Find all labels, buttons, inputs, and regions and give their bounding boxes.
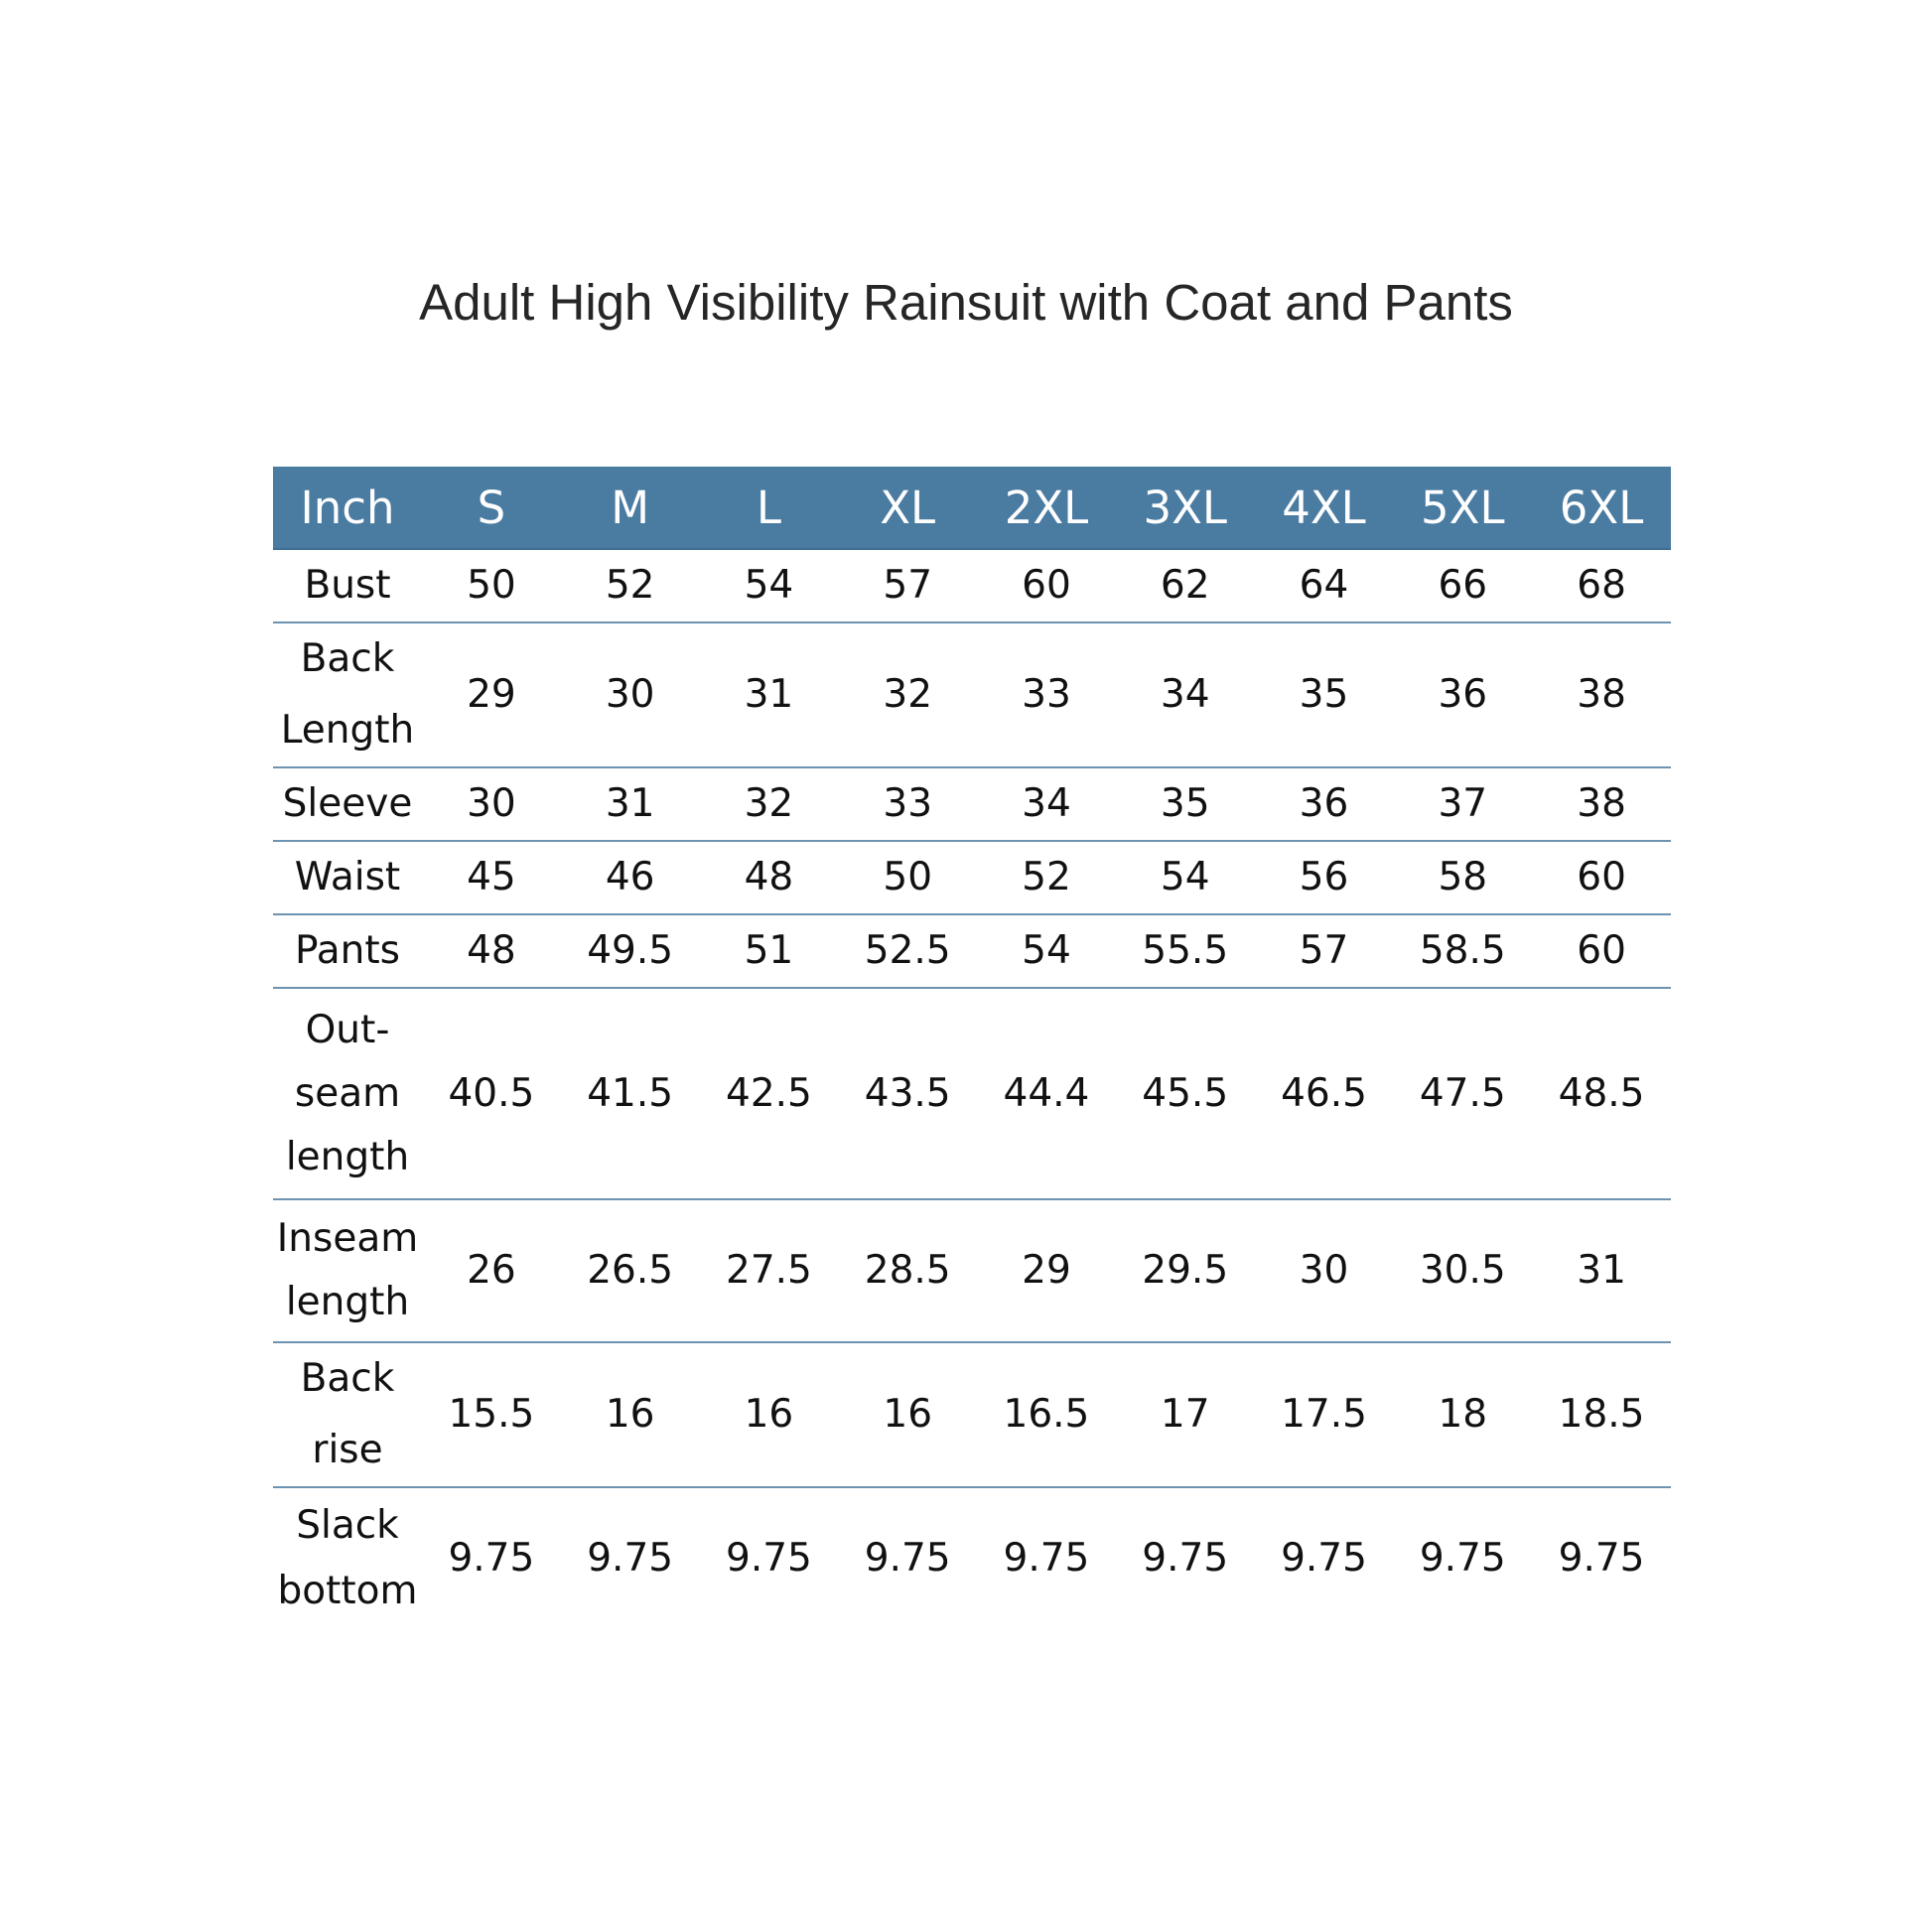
table-cell: 26 bbox=[422, 1199, 561, 1342]
table-cell: 45 bbox=[422, 841, 561, 914]
table-cell: 49.5 bbox=[561, 914, 700, 988]
table-cell: 37 bbox=[1393, 767, 1532, 841]
table-cell: 31 bbox=[1532, 1199, 1671, 1342]
table-cell: 47.5 bbox=[1393, 988, 1532, 1199]
table-cell: 18.5 bbox=[1532, 1342, 1671, 1487]
table-row bbox=[273, 549, 1671, 622]
table-cell: 66 bbox=[1393, 549, 1532, 622]
row-label: Slack bottom bbox=[277, 1502, 418, 1613]
table-cell: 50 bbox=[422, 549, 561, 622]
header-unit: Inch bbox=[273, 467, 422, 549]
table-cell: 46.5 bbox=[1255, 988, 1394, 1199]
table-cell: 9.75 bbox=[864, 1535, 951, 1581]
table-cell: 35 bbox=[1116, 767, 1255, 841]
table-cell: 15.5 bbox=[422, 1342, 561, 1487]
table-cell: 9.75 bbox=[726, 1535, 812, 1581]
table-cell: 18 bbox=[1393, 1342, 1532, 1487]
header-size-5xl: 5XL bbox=[1393, 467, 1532, 549]
table-cell: 9.75 bbox=[1142, 1535, 1229, 1581]
table-cell: 60 bbox=[977, 549, 1116, 622]
table-cell: 31 bbox=[700, 622, 839, 767]
row-label: Back Length bbox=[273, 622, 422, 767]
table-cell: 16 bbox=[700, 1342, 839, 1487]
table-cell: 52 bbox=[977, 841, 1116, 914]
table-header-row bbox=[273, 467, 1671, 549]
table-cell: 16 bbox=[561, 1342, 700, 1487]
row-label: Waist bbox=[273, 841, 422, 914]
header-size-4xl: 4XL bbox=[1255, 467, 1394, 549]
row-label: Pants bbox=[273, 914, 422, 988]
header-size-m: M bbox=[561, 467, 700, 549]
table-cell: 57 bbox=[1255, 914, 1394, 988]
table-cell: 50 bbox=[838, 841, 977, 914]
table-row bbox=[273, 622, 1671, 767]
table-cell: 29 bbox=[977, 1199, 1116, 1342]
table-cell: 26.5 bbox=[561, 1199, 700, 1342]
table-cell: 68 bbox=[1532, 549, 1671, 622]
row-label: Sleeve bbox=[273, 767, 422, 841]
table-cell: 36 bbox=[1393, 622, 1532, 767]
table-cell: 36 bbox=[1255, 767, 1394, 841]
table-row bbox=[273, 841, 1671, 914]
table-cell: 54 bbox=[700, 549, 839, 622]
table-cell: 58.5 bbox=[1393, 914, 1532, 988]
table-cell: 46 bbox=[561, 841, 700, 914]
table-cell: 56 bbox=[1255, 841, 1394, 914]
table-cell: 52.5 bbox=[838, 914, 977, 988]
size-chart-table bbox=[273, 467, 1671, 1628]
table-cell: 29 bbox=[422, 622, 561, 767]
table-cell: 57 bbox=[838, 549, 977, 622]
table-cell: 32 bbox=[838, 622, 977, 767]
header-size-s: S bbox=[422, 467, 561, 549]
table-cell: 30 bbox=[1255, 1199, 1394, 1342]
table-cell: 30 bbox=[422, 767, 561, 841]
table-row bbox=[273, 1342, 1671, 1487]
table-cell: 30.5 bbox=[1393, 1199, 1532, 1342]
row-label: Out-seam length bbox=[273, 988, 422, 1199]
table-cell: 9.75 bbox=[448, 1535, 535, 1581]
header-size-3xl: 3XL bbox=[1116, 467, 1255, 549]
table-cell: 54 bbox=[977, 914, 1116, 988]
table-cell: 35 bbox=[1255, 622, 1394, 767]
table-cell: 17.5 bbox=[1255, 1342, 1394, 1487]
table-cell: 60 bbox=[1532, 841, 1671, 914]
header-size-l: L bbox=[700, 467, 839, 549]
table-cell: 34 bbox=[1116, 622, 1255, 767]
header-size-6xl: 6XL bbox=[1532, 467, 1671, 549]
row-label: Bust bbox=[273, 549, 422, 622]
table-cell: 42.5 bbox=[700, 988, 839, 1199]
table-cell: 43.5 bbox=[838, 988, 977, 1199]
table-cell: 45.5 bbox=[1116, 988, 1255, 1199]
table-row bbox=[273, 1487, 1671, 1628]
header-size-xl: XL bbox=[838, 467, 977, 549]
table-row bbox=[273, 1199, 1671, 1342]
page-title: Adult High Visibility Rainsuit with Coat and Pants bbox=[419, 274, 1513, 331]
table-cell: 9.75 bbox=[587, 1535, 674, 1581]
table-cell: 48.5 bbox=[1532, 988, 1671, 1199]
table-cell: 32 bbox=[700, 767, 839, 841]
table-cell: 54 bbox=[1116, 841, 1255, 914]
table-cell: 38 bbox=[1532, 622, 1671, 767]
header-size-2xl: 2XL bbox=[977, 467, 1116, 549]
table-cell: 9.75 bbox=[1003, 1535, 1090, 1581]
table-cell: 38 bbox=[1532, 767, 1671, 841]
table-cell: 9.75 bbox=[1281, 1535, 1367, 1581]
table-cell: 51 bbox=[700, 914, 839, 988]
table-cell: 16.5 bbox=[977, 1342, 1116, 1487]
row-label: Back rise bbox=[273, 1342, 422, 1487]
table-cell: 41.5 bbox=[561, 988, 700, 1199]
table-cell: 48 bbox=[422, 914, 561, 988]
table-cell: 34 bbox=[977, 767, 1116, 841]
table-cell: 30 bbox=[561, 622, 700, 767]
table-cell: 55.5 bbox=[1116, 914, 1255, 988]
table-cell: 9.75 bbox=[1558, 1535, 1645, 1581]
table-cell: 52 bbox=[561, 549, 700, 622]
table-row bbox=[273, 988, 1671, 1199]
table-cell: 60 bbox=[1532, 914, 1671, 988]
table-cell: 62 bbox=[1116, 549, 1255, 622]
table-cell: 40.5 bbox=[422, 988, 561, 1199]
row-label: Inseam length bbox=[273, 1199, 422, 1342]
table-cell: 9.75 bbox=[1419, 1535, 1506, 1581]
table-cell: 27.5 bbox=[700, 1199, 839, 1342]
table-row bbox=[273, 914, 1671, 988]
table-cell: 33 bbox=[977, 622, 1116, 767]
table-cell: 16 bbox=[838, 1342, 977, 1487]
table-cell: 17 bbox=[1116, 1342, 1255, 1487]
table-cell: 33 bbox=[838, 767, 977, 841]
table-cell: 64 bbox=[1255, 549, 1394, 622]
table-row bbox=[273, 767, 1671, 841]
table-cell: 28.5 bbox=[838, 1199, 977, 1342]
table-cell: 58 bbox=[1393, 841, 1532, 914]
table-cell: 44.4 bbox=[977, 988, 1116, 1199]
table-cell: 48 bbox=[700, 841, 839, 914]
table-cell: 31 bbox=[561, 767, 700, 841]
table-cell: 29.5 bbox=[1116, 1199, 1255, 1342]
